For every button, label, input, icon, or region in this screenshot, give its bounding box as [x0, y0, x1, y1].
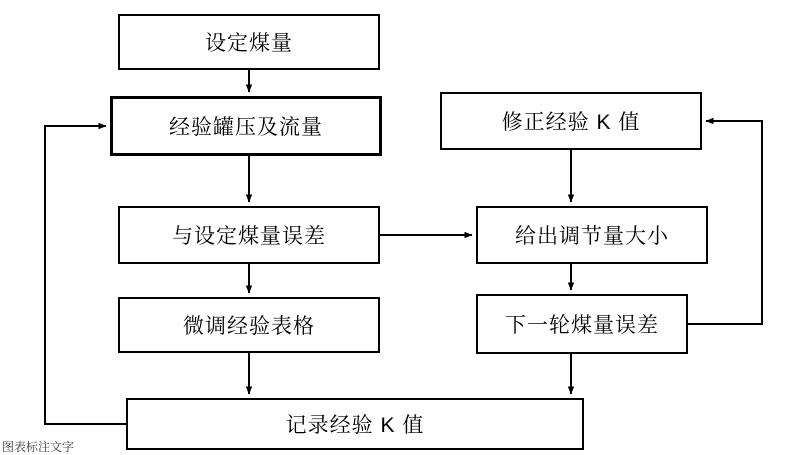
- node-label: 记录经验 K 值: [285, 414, 425, 437]
- node-give-adjustment[interactable]: [476, 206, 708, 264]
- node-error-vs-setpoint[interactable]: [118, 206, 380, 264]
- node-correct-k-value[interactable]: [440, 92, 702, 150]
- node-label: 与设定煤量误差: [172, 225, 326, 248]
- figure-footnote: 图表标注文字: [2, 440, 75, 454]
- node-next-round-error[interactable]: [476, 294, 688, 354]
- node-label: 给出调节量大小: [515, 225, 669, 248]
- node-record-k-value[interactable]: [126, 398, 584, 450]
- node-set-coal-amount[interactable]: [118, 14, 380, 70]
- node-label: 修正经验 K 值: [501, 111, 641, 134]
- node-label: 微调经验表格: [183, 315, 315, 338]
- node-label: 设定煤量: [205, 32, 293, 55]
- node-fine-tune-table[interactable]: [118, 297, 380, 353]
- node-empirical-pressure-flow[interactable]: [110, 96, 382, 156]
- node-label: 下一轮煤量误差: [505, 314, 659, 337]
- node-label: 经验罐压及流量: [169, 116, 323, 139]
- edge-record-to-pressure: [45, 126, 126, 424]
